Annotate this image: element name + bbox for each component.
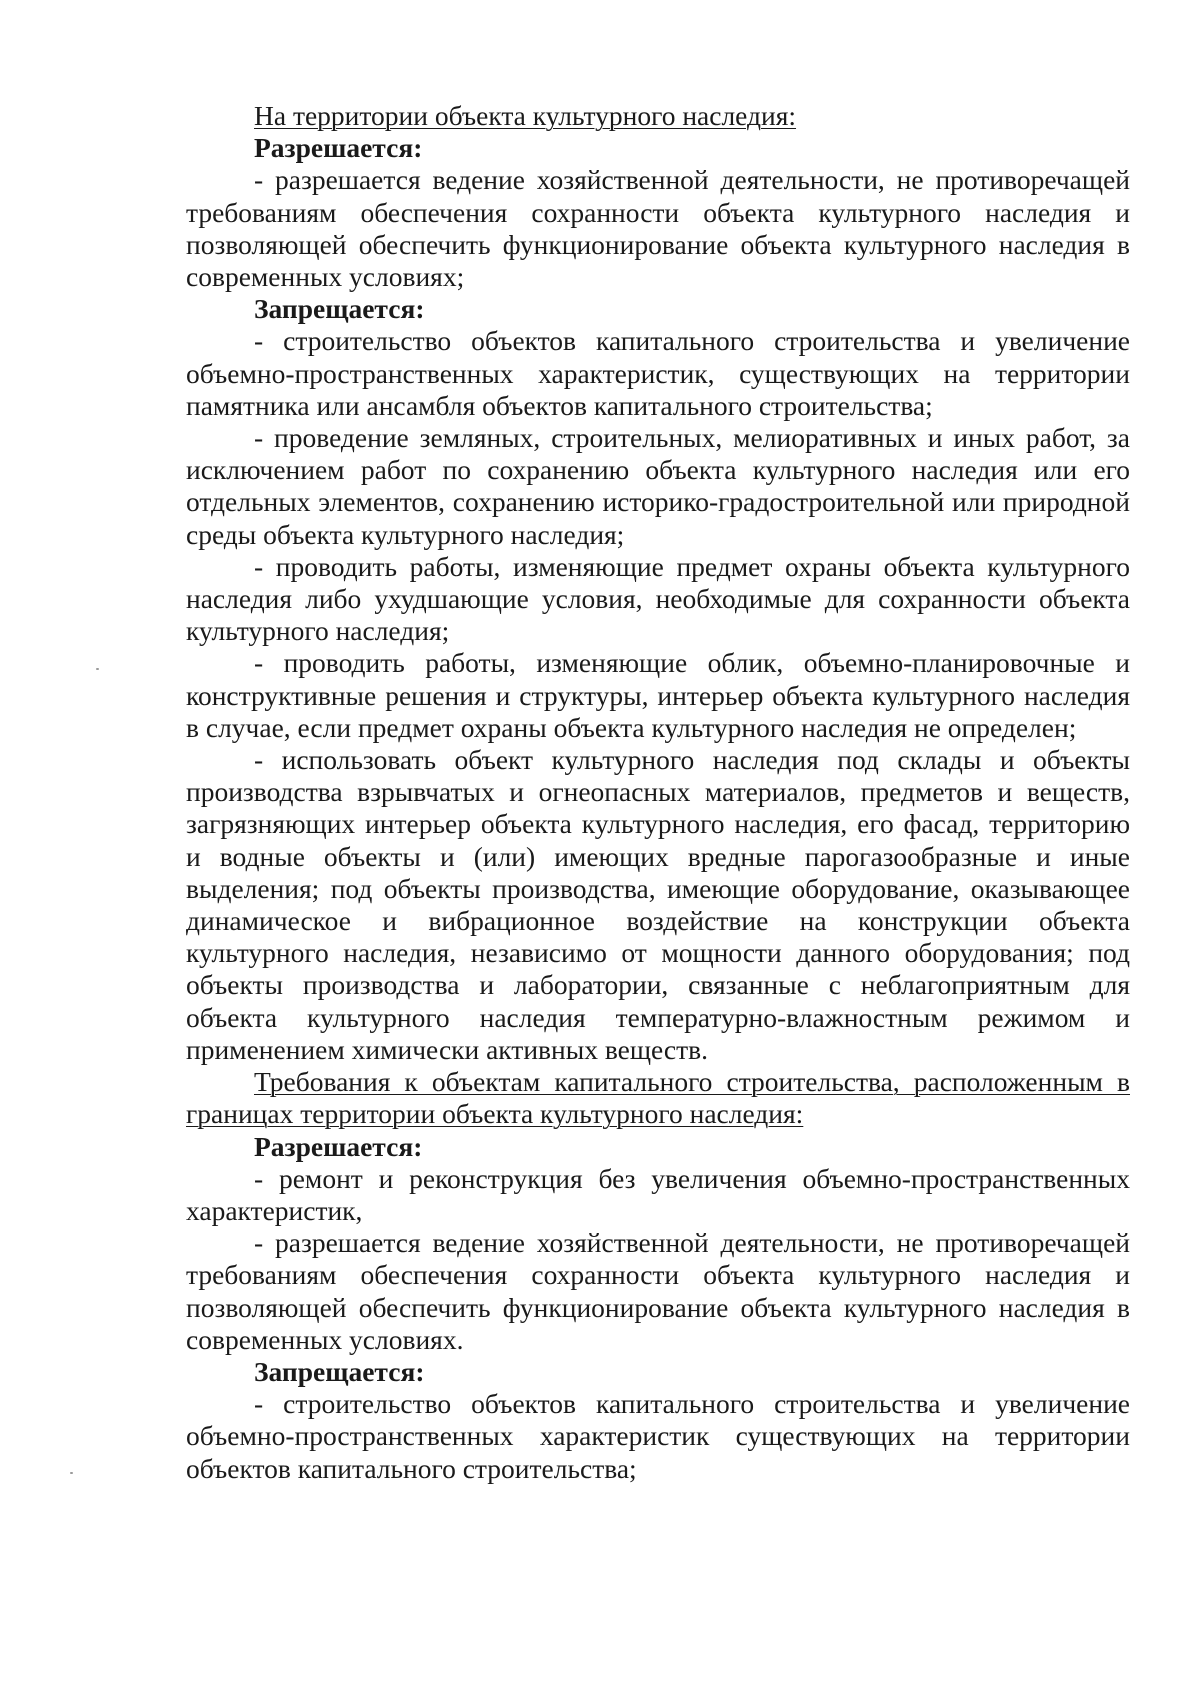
section2-allowed-heading: Разрешается: (254, 1130, 423, 1162)
section2-allowed-item: - разрешается ведение хозяйственной деятельности, не противоречащей требованиям обеспечения сохранности объекта культурного наследия и позволяющей обеспечить функционирование объекта культурного наследия в современных условиях. (186, 1227, 1130, 1355)
section1-forbidden-item: - проводить работы, изменяющие предмет охраны объекта культурного наследия либо ухудшающие условия, необходимые для сохранности объекта культурного наследия; (186, 550, 1130, 647)
section1-allowed-heading: Разрешается: (254, 132, 423, 164)
scan-speck (96, 668, 99, 670)
section1-forbidden-item: - использовать объект культурного наследия под склады и объекты производства взрывчатых и огнеопасных материалов, предметов и веществ, загрязняющих интерьер объекта культурного наследия, его фасад, территорию и водные объекты и (или) имеющих вредные парогазообразные и иные выделения; под объекты производства, имеющие оборудование, оказывающее динамическое и вибрационное воздействие на конструкции объекта культурного наследия, независимо от мощности данного оборудования; под объекты производства и лаборатории, связанные с неблагоприятным для объекта культурного наследия температурно-влажностным режимом и применением химически активных веществ. (186, 744, 1130, 1065)
section1-title: На территории объекта культурного наследия: (254, 100, 797, 131)
section1-forbidden-item: - проведение земляных, строительных, мелиоративных и иных работ, за исключением работ по сохранению объекта культурного наследия или его отдельных элементов, сохранению историко-градостроительной или природной среды объекта культурного наследия; (186, 422, 1130, 550)
section1-forbidden-item: - проводить работы, изменяющие облик, объемно-планировочные и конструктивные решения и структуры, интерьер объекта культурного наследия в случае, если предмет охраны объекта культурного наследия не определен; (186, 647, 1130, 743)
scan-speck (70, 1472, 73, 1474)
section1-allowed-item: - разрешается ведение хозяйственной деятельности, не противоречащей требованиям обеспечения сохранности объекта культурного наследия и позволяющей обеспечить функционирование объекта культурного наследия в современных условиях; (186, 164, 1130, 293)
section2-forbidden-heading: Запрещается: (254, 1355, 425, 1387)
section2-title: Требования к объектам капитального строительства, расположенным в границах территории объекта культурного наследия: (186, 1066, 1130, 1130)
section2-forbidden-item: - строительство объектов капитального строительства и увеличение объемно-пространственных характеристик существующих на территории объектов капитального строительства; (186, 1388, 1130, 1484)
section1-forbidden-item: - строительство объектов капитального строительства и увеличение объемно-пространственных характеристик, существующих на территории памятника или ансамбля объектов капитального строительства; (186, 325, 1130, 421)
document-page (186, 100, 1130, 1485)
section1-forbidden-heading: Запрещается: (254, 293, 425, 325)
section2-allowed-item: - ремонт и реконструкция без увеличения объемно-пространственных характеристик, (186, 1162, 1130, 1226)
